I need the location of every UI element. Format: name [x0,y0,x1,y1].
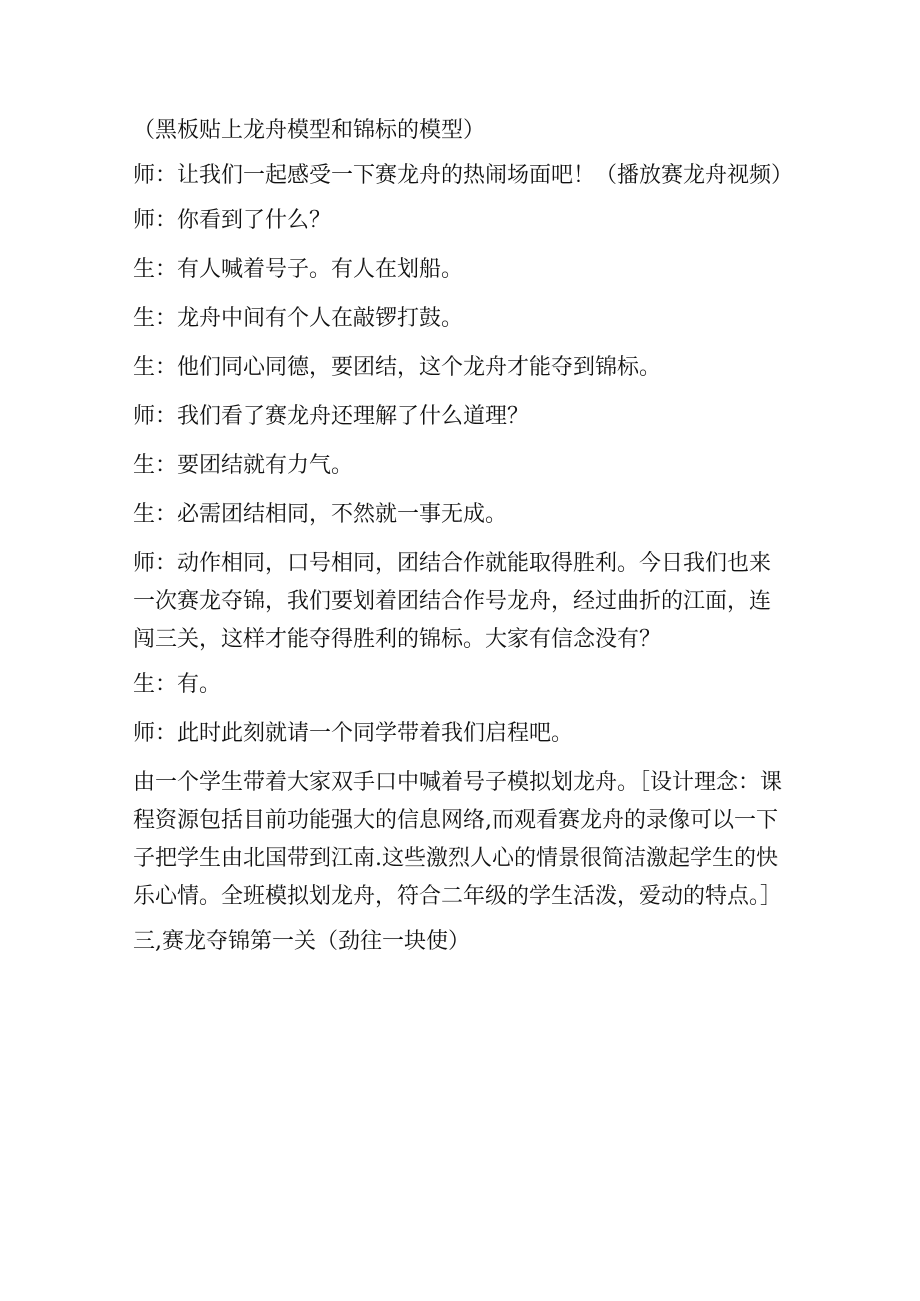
paragraph-teacher-summary: 师：动作相同，口号相同，团结合作就能取得胜利。今日我们也来一次赛龙夺锦，我们要划着团结合作号龙舟，经过曲折的江面，连闯三关，这样才能夺得胜利的锦标。大家有信念没有？ [133,551,772,652]
paragraph-student-answer-1: 生：有人喊着号子。有人在划船。 [133,257,464,282]
paragraph-student-answer-6: 生：有。 [133,672,222,697]
paragraph-teacher-start: 师：此时此刻就请一个同学带着我们启程吧。 [133,721,574,746]
paragraph-stage-direction: （黑板贴上龙舟模型和锦标的模型） [133,118,486,143]
paragraph-teacher-question: 师：你看到了什么？ [133,208,332,233]
paragraph-teacher-video: 师：让我们一起感受一下赛龙舟的热闹场面吧！（播放赛龙舟视频） [133,163,794,188]
paragraph-student-answer-2: 生：龙舟中间有个人在敲锣打鼓。 [133,306,464,331]
paragraph-student-answer-5: 生：必需团结相同，不然就一事无成。 [133,502,508,527]
document-body [133,112,794,961]
paragraph-student-answer-3: 生：他们同心同德，要团结，这个龙舟才能夺到锦标。 [133,355,662,380]
section-heading-level-one: 三,赛龙夺锦第一关（劲往一块使） [133,929,470,954]
paragraph-student-answer-4: 生：要团结就有力气。 [133,453,354,478]
paragraph-design-rationale: 由一个学生带着大家双手口中喊着号子模拟划龙舟。［设计理念：课程资源包括目前功能强大的信息网络,而观看赛龙舟的录像可以一下子把学生由北国带到江南.这些激烈人心的情景很简洁激起学生的快乐心情。全班模拟划龙舟，符合二年级的学生活泼，爱动的特点。］ [133,770,783,909]
paragraph-teacher-reason-question: 师：我们看了赛龙舟还理解了什么道理？ [133,404,530,429]
